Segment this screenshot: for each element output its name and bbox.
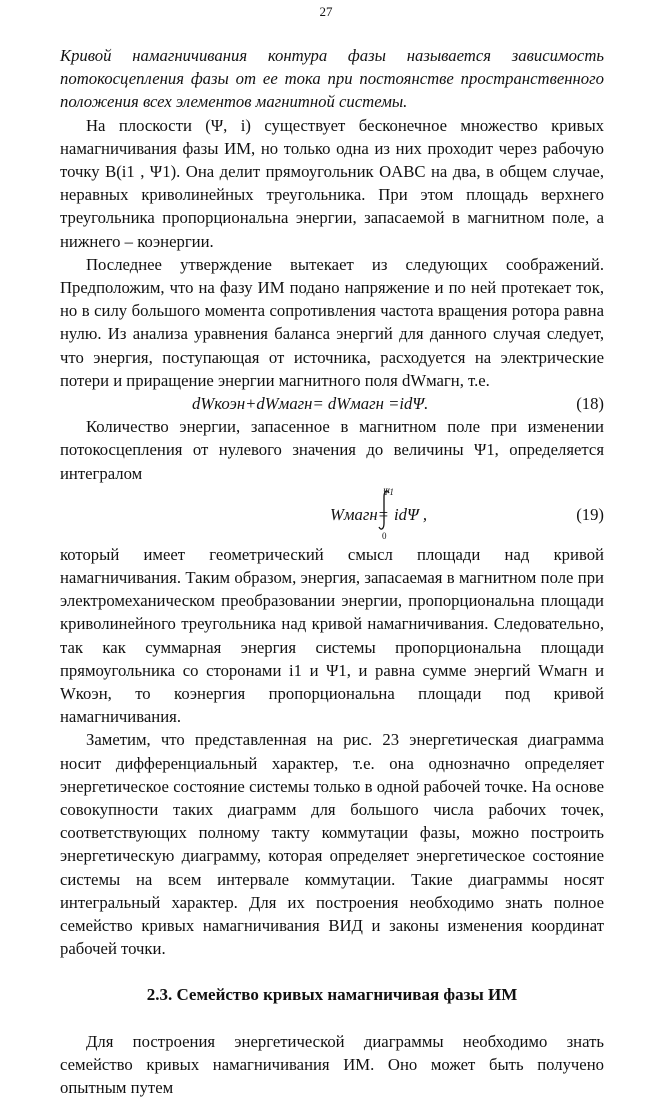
paragraph-plane: На плоскости (Ψ, i) существует бесконечное множество кривых намагничивания фазы ИМ, но только одна из них проходит через рабочую точку B(i1 , Ψ1). Она делит прямоугольник OABC на два, в общем случае, неравных криволинейных треугольника. При этом площадь верхнего треугольника пропорциональна энергии, запасаемой в магнитном поле, а нижнего – коэнергии. <box>60 115 604 251</box>
paragraph-geometric-meaning: который имеет геометрический смысл площади над кривой намагничивания. Таким образом, энергия, запасаемая в магнитном поле при электромеханическом преобразовании энергии, пропорциональна площади криволинейного треугольника над кривой намагничивания. Следовательно, так как суммарная энергия системы пропорциональна площади прямоугольника со сторонами i1 и Ψ1, и равна сумме энергий Wмагн и Wкоэн, то коэнергия пропорциональна площади под кривой намагничивания. <box>60 544 604 727</box>
equation-18-number: (18) <box>576 394 604 414</box>
paragraph-diagram-note: Заметим, что представленная на рис. 23 энергетическая диаграмма носит дифференциальный характер, т.е. она однозначно определяет энергетическое состояние системы только в одной рабочей точке. На основе совокупности таких диаграмм для большого числа рабочих точек, соответствующих полному такту коммутации фазы, можно построить энергетическую диаграмму, которая определяет энергетическое состояние системы на всем интервале коммутации. Такие диаграммы носят интегральный характер. Для их построения необходимо знать полное семейство кривых намагничивания ВИД и законы изменения координат рабочей точки. <box>60 730 604 959</box>
equation-19 <box>60 487 604 543</box>
paragraph-section-start: Для построения энергетической диаграммы необходимо знать семейство кривых намагничивания ИМ. Оно может быть получено опытным путем <box>60 1031 604 1098</box>
paragraph-energy-integral: Количество энергии, запасенное в магнитном поле при изменении потокосцепления от нулевого значения до величины Ψ1, определяется интегралом <box>60 417 604 483</box>
equation-18 <box>60 392 604 415</box>
body-text <box>60 44 604 1099</box>
equation-19-lower-limit: 0 <box>382 530 387 541</box>
equation-18-expression: dWкоэн+dWмагн= dWмагн =idΨ. <box>192 394 429 414</box>
paragraph-assumption: Последнее утверждение вытекает из следующих соображений. Предположим, что на фазу ИМ подано напряжение и по ней протекает ток, но в силу большого момента сопротивления частота вращения ротора равна нулю. Из анализа уравнения баланса энергий для данного случая следует, что энергия, поступающая от источника, расходуется на электрические потери и приращение энергии магнитного поля dWмагн, т.е. <box>60 254 604 390</box>
page-number: 27 <box>319 4 333 19</box>
equation-19-number: (19) <box>576 504 604 524</box>
equation-19-upper-limit: Ψ1 <box>383 486 394 497</box>
equation-19-lhs: Wмагн= <box>330 504 389 524</box>
paragraph-definition: Кривой намагничивания контура фазы называется зависимость потокосцепления фазы от ее тока при постоянстве пространственного положения всех элементов магнитной системы. <box>60 46 604 112</box>
section-heading: 2.3. Семейство кривых намагничивая фазы ИМ <box>146 984 518 1004</box>
equation-19-integrand: idΨ , <box>394 504 428 524</box>
